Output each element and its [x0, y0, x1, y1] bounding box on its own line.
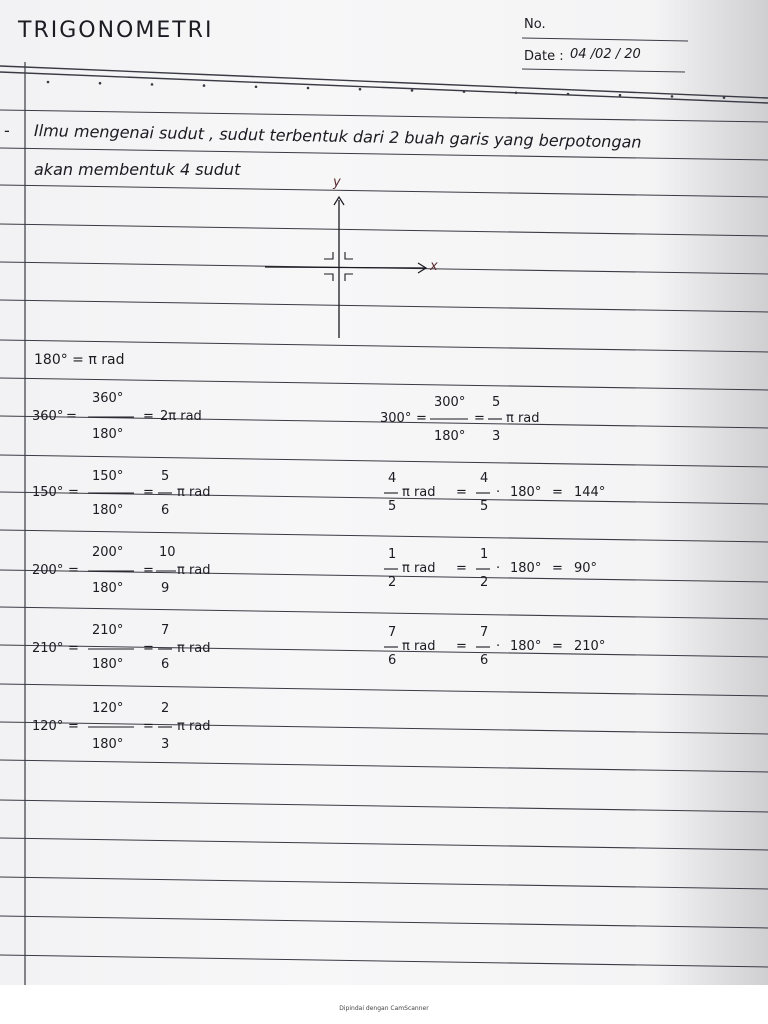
eq-sign: = [416, 411, 427, 426]
right-2-mult: 180° [510, 485, 542, 500]
left-5-den: 180° [92, 737, 124, 752]
left-2-rden: 6 [161, 503, 170, 518]
right-1-num: 300° [434, 395, 466, 410]
right-1-unit: π rad [506, 411, 540, 426]
bullet: - [4, 121, 10, 140]
eq-sign: = [66, 409, 77, 424]
right-3-lnum: 1 [388, 547, 397, 562]
dot: · [496, 639, 501, 654]
right-3-mult: 180° [510, 561, 542, 576]
right-3-result: 90° [574, 561, 598, 576]
eq-sign: = [456, 639, 467, 654]
intro-line-1: Ilmu mengenai sudut , sudut terbentuk dari 2 buah garis yang berpotongan [33, 121, 642, 152]
left-5-rnum: 2 [161, 701, 170, 716]
left-1-num: 360° [92, 391, 124, 406]
page-title: TRIGONOMETRI [18, 18, 214, 43]
left-4-unit: π rad [177, 641, 211, 656]
left-5-lhs: 120° [32, 719, 64, 734]
right-3-rnum: 1 [480, 547, 489, 562]
eq-sign: = [68, 485, 79, 500]
left-4-rnum: 7 [161, 623, 170, 638]
date-label: Date : [524, 49, 564, 64]
left-2-rnum: 5 [161, 469, 170, 484]
right-1-rnum: 5 [492, 395, 501, 410]
right-1-rden: 3 [492, 429, 501, 444]
left-3-lhs: 200° [32, 563, 64, 578]
left-3-rnum: 10 [159, 545, 176, 560]
right-4-mult: 180° [510, 639, 542, 654]
left-4-den: 180° [92, 657, 124, 672]
eq-sign: = [552, 485, 563, 500]
right-4-rnum: 7 [480, 625, 489, 640]
right-4-unit: π rad [402, 639, 436, 654]
right-3-unit: π rad [402, 561, 436, 576]
left-5-num: 120° [92, 701, 124, 716]
left-5-unit: π rad [177, 719, 211, 734]
left-1-den: 180° [92, 427, 124, 442]
right-4-lnum: 7 [388, 625, 397, 640]
dot: · [496, 485, 501, 500]
left-4-lhs: 210° [32, 641, 64, 656]
no-label: No. [524, 17, 546, 32]
eq-sign: = [552, 561, 563, 576]
x-axis-label: x [430, 259, 438, 274]
left-1-lhs: 360° [32, 409, 64, 424]
right-3-rden: 2 [480, 575, 489, 590]
date-value: 04 /02 / 20 [570, 47, 641, 62]
left-4-num: 210° [92, 623, 124, 638]
eq-sign: = [143, 641, 154, 656]
left-3-rden: 9 [161, 581, 170, 596]
eq-sign: = [143, 409, 154, 424]
eq-sign: = [143, 719, 154, 734]
eq-sign: = [143, 563, 154, 578]
eq-sign: = [456, 485, 467, 500]
eq-sign: = [143, 485, 154, 500]
left-3-num: 200° [92, 545, 124, 560]
y-axis-label: y [333, 175, 341, 190]
eq-sign: = [68, 719, 79, 734]
left-2-den: 180° [92, 503, 124, 518]
left-2-num: 150° [92, 469, 124, 484]
left-4-rden: 6 [161, 657, 170, 672]
right-2-result: 144° [574, 485, 606, 500]
right-1-den: 180° [434, 429, 466, 444]
eq-sign: = [474, 411, 485, 426]
right-2-rden: 5 [480, 499, 489, 514]
right-3-lden: 2 [388, 575, 397, 590]
eq-sign: = [552, 639, 563, 654]
definition-equation: 180° = π rad [34, 352, 125, 368]
scanner-footer: Dipindai dengan CamScanner [339, 1005, 429, 1012]
right-2-rnum: 4 [480, 471, 489, 486]
intro-line-2: akan membentuk 4 sudut [34, 160, 241, 179]
eq-sign: = [68, 563, 79, 578]
left-3-unit: π rad [177, 563, 211, 578]
right-2-lden: 5 [388, 499, 397, 514]
right-2-lnum: 4 [388, 471, 397, 486]
eq-sign: = [456, 561, 467, 576]
left-1-rhs: 2π rad [160, 409, 202, 424]
left-2-unit: π rad [177, 485, 211, 500]
right-4-lden: 6 [388, 653, 397, 668]
eq-sign: = [68, 641, 79, 656]
right-1-lhs: 300° [380, 411, 412, 426]
right-4-result: 210° [574, 639, 606, 654]
left-5-rden: 3 [161, 737, 170, 752]
dot: · [496, 561, 501, 576]
left-2-lhs: 150° [32, 485, 64, 500]
right-4-rden: 6 [480, 653, 489, 668]
right-2-unit: π rad [402, 485, 436, 500]
left-3-den: 180° [92, 581, 124, 596]
